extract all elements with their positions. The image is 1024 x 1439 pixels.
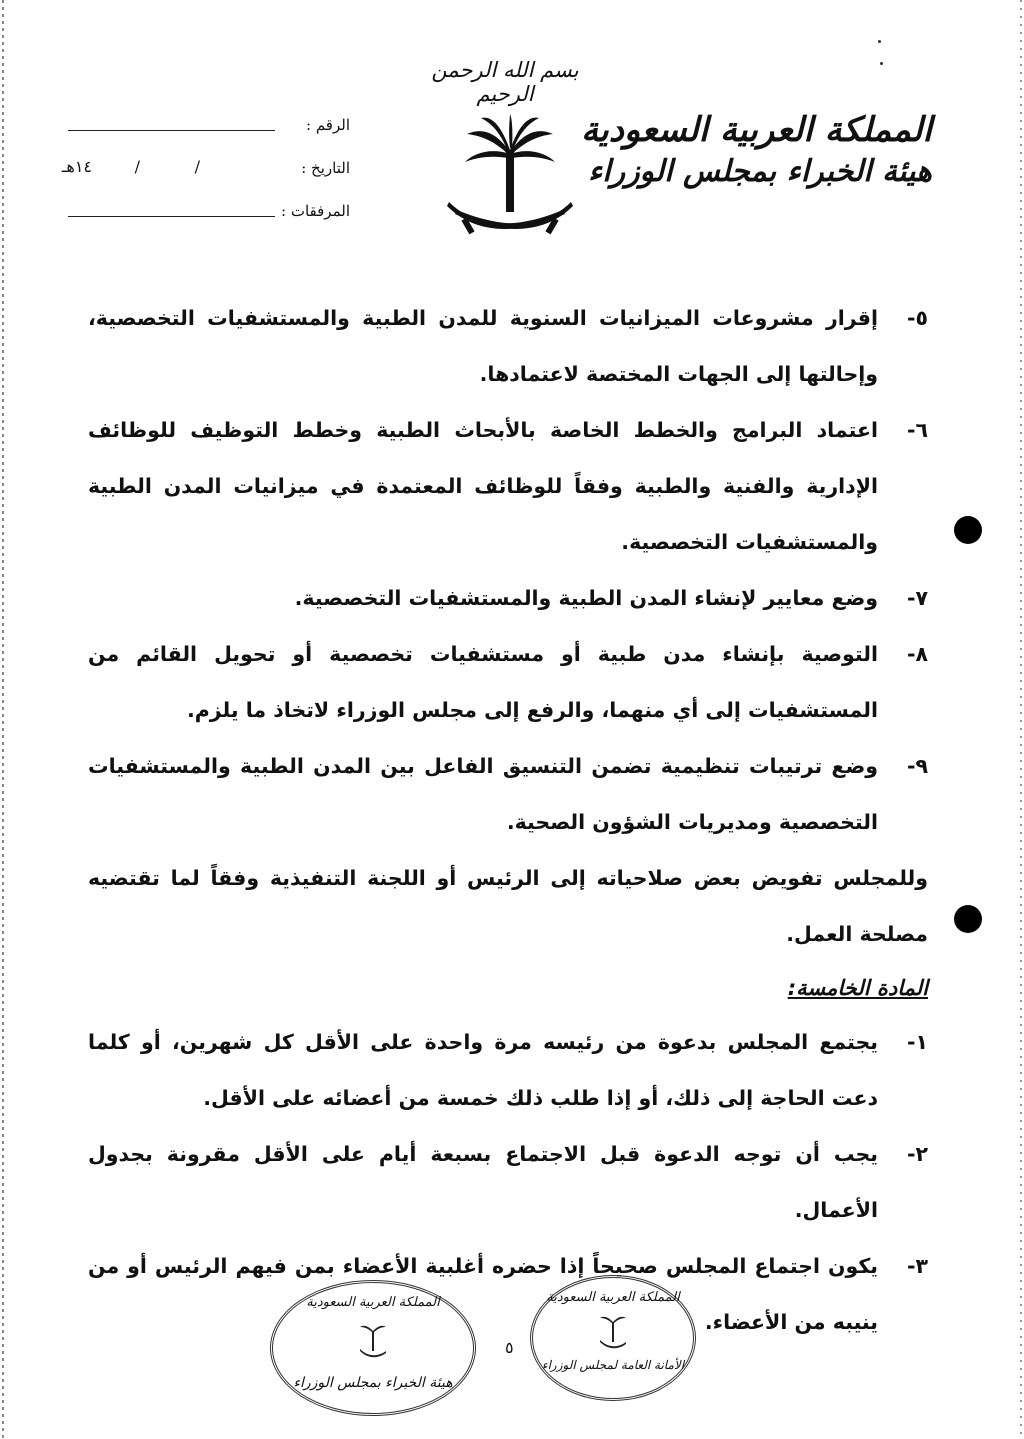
attachments-line [68,216,275,217]
page-number: ٥ [505,1338,514,1357]
document-body [88,290,928,1350]
seal-stamp-left [270,1280,476,1416]
seal-stamp-right [530,1275,696,1401]
organization-header [581,108,932,192]
stamp-text-bottom: الأمانة العامة لمجلس الوزراء [541,1358,685,1372]
item-text: يجتمع المجلس بدعوة من رئيسه مرة واحدة على الأقل كل شهرين، أو كلما دعت الحاجة إلى ذلك، أو إذا طلب ذلك خمسة من أعضائه على الأقل. [88,1030,878,1110]
basmala: بسم الله الرحمن الرحيم [431,58,579,106]
item-number: ٦- [906,418,928,442]
stamp-emblem-icon [598,1312,628,1352]
list-item [88,290,928,402]
item-text: يكون اجتماع المجلس صحيحاً إذا حضره أغلبية الأعضاء بمن فيهم الرئيس أو من ينيبه من الأعضاء. [88,1254,878,1334]
reference-line [68,130,275,131]
item-number: ٥- [906,306,928,330]
stamp-text-top: المملكة العربية السعودية [546,1290,680,1305]
palm-and-swords-emblem-icon [445,110,575,250]
item-text: وضع معايير لإنشاء المدن الطبية والمستشفيات التخصصية. [294,586,878,610]
item-text: يجب أن توجه الدعوة قبل الاجتماع بسبعة أيام على الأقل مقرونة بجدول الأعمال. [88,1142,878,1222]
reference-block [60,116,350,245]
list-item [88,738,928,850]
scan-speck [878,40,881,43]
punch-hole [954,516,982,544]
stamp-text-top: المملكة العربية السعودية [306,1295,440,1310]
org-name-line1: المملكة العربية السعودية [581,110,932,150]
list-item [88,1238,928,1350]
list-item [88,1126,928,1238]
date-label: التاريخ : [301,159,350,177]
list-item [88,626,928,738]
list-item [88,402,928,570]
reference-row [60,116,350,159]
item-number: ٢- [906,1142,928,1166]
date-row [60,159,350,202]
item-text: إقرار مشروعات الميزانيات السنوية للمدن الطبية والمستشفيات التخصصية، وإحالتها إلى الجهات المختصة لاعتمادها. [88,306,878,386]
scan-speck [880,62,883,65]
stamp-text-bottom: هيئة الخبراء بمجلس الوزراء [293,1375,453,1391]
scan-edge-left [2,0,4,1439]
item-number: ١- [906,1030,928,1054]
item-number: ٨- [906,642,928,666]
date-separator: / [194,157,200,176]
list-item [88,1014,928,1126]
reference-label: الرقم : [306,116,350,134]
item-text: التوصية بإنشاء مدن طبية أو مستشفيات تخصصية أو تحويل القائم من المستشفيات إلى أي منهما، والرفع إلى مجلس الوزراء لاتخاذ ما يلزم. [88,642,878,722]
scan-edge-right [1020,0,1022,1439]
stamp-emblem-icon [358,1321,388,1361]
item-text: وضع ترتيبات تنظيمية تضمن التنسيق الفاعل بين المدن الطبية والمستشفيات التخصصية ومديريات الشؤون الصحية. [88,754,878,834]
item-text: اعتماد البرامج والخطط الخاصة بالأبحاث الطبية وخطط التوظيف للوظائف الإدارية والفنية والطبية وفقاً للوظائف المعتمدة في ميزانيات المدن الطبية والمستشفيات التخصصية. [88,418,878,554]
delegation-paragraph: وللمجلس تفويض بعض صلاحياته إلى الرئيس أو اللجنة التنفيذية وفقاً لما تقتضيه مصلحة العمل. [88,866,928,946]
punch-hole [954,905,982,933]
date-year-suffix: ١٤هـ [61,157,92,176]
list-item [88,570,928,626]
date-separator: / [134,157,140,176]
item-number: ٧- [906,586,928,610]
item-number: ٩- [906,754,928,778]
item-number: ٣- [906,1254,928,1278]
article-heading: المادة الخامسة: [787,976,928,1000]
attachments-label: المرفقات : [281,202,350,220]
org-name-line2: هيئة الخبراء بمجلس الوزراء [588,154,932,189]
attachments-row [60,202,350,245]
